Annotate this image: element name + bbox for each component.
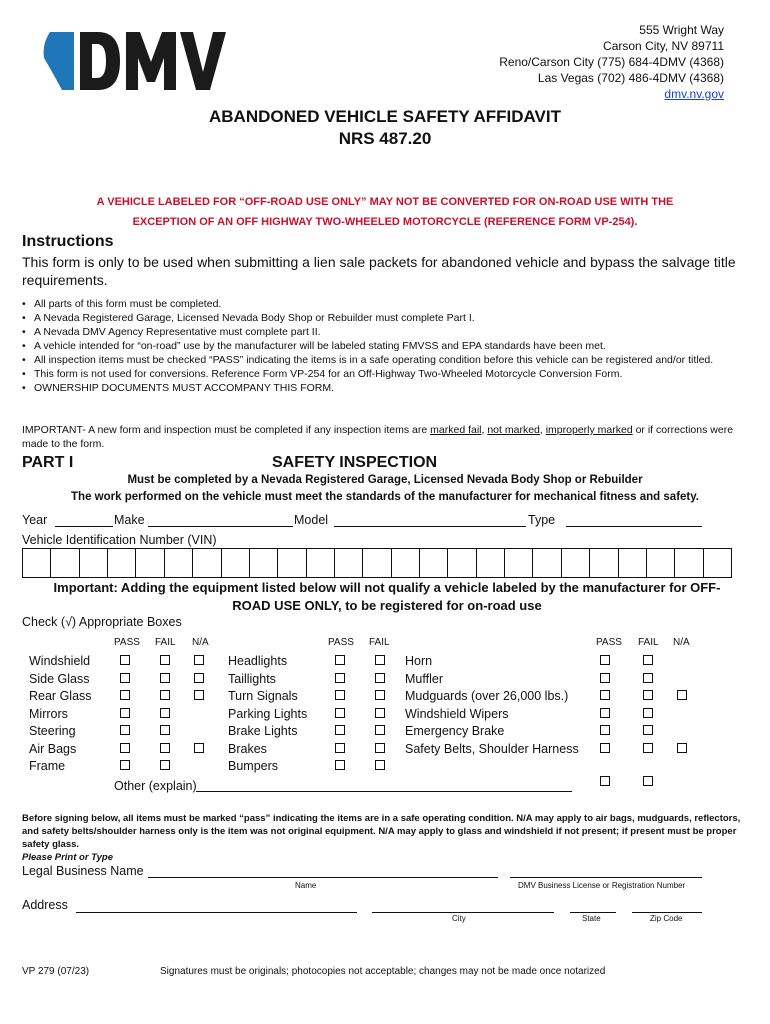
list-item: • All parts of this form must be completed. <box>22 297 752 311</box>
vin-char-box[interactable] <box>250 549 278 577</box>
fail-checkbox[interactable] <box>375 743 385 753</box>
pass-checkbox[interactable] <box>600 690 610 700</box>
address-line: Las Vegas (702) 486-4DMV (4368) <box>537 71 724 85</box>
list-item: • A vehicle intended for “on-road” use by the manufacturer will be labeled stating FMVSS and EPA standards have been met. <box>22 339 752 353</box>
other-explain-label: Other (explain) <box>114 779 197 793</box>
column-header-pass: PASS <box>328 637 354 648</box>
inspection-item-taillights: Taillights <box>228 671 276 686</box>
na-checkbox[interactable] <box>194 673 204 683</box>
important-separator: , <box>481 424 488 436</box>
type-label: Type <box>528 513 556 527</box>
pass-checkbox[interactable] <box>335 690 345 700</box>
print-or-type-label: Please Print or Type <box>22 852 113 863</box>
equipment-notice-line1: Important: Adding the equipment listed below will not qualify a vehicle labeled by the manufacturer for OFF- <box>53 580 721 595</box>
fail-checkbox[interactable] <box>160 673 170 683</box>
equipment-notice-line2: ROAD USE ONLY, to be registered for on-road use <box>232 598 542 613</box>
pass-checkbox[interactable] <box>120 725 130 735</box>
pass-checkbox[interactable] <box>600 725 610 735</box>
fail-checkbox[interactable] <box>375 673 385 683</box>
column-header-pass: PASS <box>114 637 140 648</box>
fail-checkbox[interactable] <box>375 725 385 735</box>
important-text: IMPORTANT- A new form and inspection must be completed if any inspection items are <box>22 424 431 436</box>
pass-checkbox[interactable] <box>335 760 345 770</box>
pass-checkbox[interactable] <box>120 743 130 753</box>
other-fail-checkbox[interactable] <box>643 776 653 786</box>
pass-checkbox[interactable] <box>600 708 610 718</box>
vin-char-box[interactable] <box>108 549 136 577</box>
address-line: Reno/Carson City (775) 684-4DMV (4368) <box>499 55 724 69</box>
inspection-item-air-bags: Air Bags <box>29 741 77 756</box>
instructions-list <box>22 297 752 395</box>
inspection-item-horn: Horn <box>405 654 433 668</box>
offroad-warning-line1: A VEHICLE LABELED FOR “OFF-ROAD USE ONLY” MAY NOT BE CONVERTED FOR ON-ROAD USE WITH THE <box>96 196 674 208</box>
fail-checkbox[interactable] <box>643 655 653 665</box>
fail-checkbox[interactable] <box>375 690 385 700</box>
vin-char-box[interactable] <box>675 549 703 577</box>
vin-char-box[interactable] <box>562 549 590 577</box>
fail-checkbox[interactable] <box>160 690 170 700</box>
inspection-item-mudguards: Mudguards (over 26,000 lbs.) <box>405 689 569 703</box>
inspection-item-brakes: Brakes <box>228 741 267 756</box>
year-label: Year <box>22 513 48 527</box>
column-header-na: N/A <box>192 637 209 648</box>
inspection-item-headlights: Headlights <box>228 654 288 668</box>
part-one-label: PART I <box>22 454 74 471</box>
vin-char-box[interactable] <box>704 549 731 577</box>
form-number: VP 279 (07/23) <box>22 966 90 977</box>
model-field[interactable] <box>334 513 526 527</box>
state-caption: State <box>582 914 601 923</box>
equipment-important-notice <box>22 579 752 615</box>
vin-char-box[interactable] <box>647 549 675 577</box>
inspection-item-windshield: Windshield <box>29 654 91 668</box>
website-link[interactable]: dmv.nv.gov <box>664 87 724 101</box>
zip-code-field[interactable] <box>632 899 702 913</box>
pass-checkbox[interactable] <box>335 673 345 683</box>
fail-checkbox[interactable] <box>375 760 385 770</box>
inspection-item-bumpers: Bumpers <box>228 759 279 773</box>
list-item: • A Nevada Registered Garage, Licensed Nevada Body Shop or Rebuilder must complete Part I. <box>22 311 752 325</box>
vin-input-boxes[interactable] <box>22 548 732 578</box>
dmv-logo <box>40 28 230 94</box>
vin-char-box[interactable] <box>193 549 221 577</box>
form-title: ABANDONED VEHICLE SAFETY AFFIDAVIT <box>209 107 561 126</box>
pass-checkbox[interactable] <box>120 690 130 700</box>
legal-business-name-field[interactable] <box>148 864 498 878</box>
vin-char-box[interactable] <box>136 549 164 577</box>
form-statute: NRS 487.20 <box>338 129 432 148</box>
check-boxes-label: Check (√) Appropriate Boxes <box>22 615 182 629</box>
part-one-requirement: Must be completed by a Nevada Registered Garage, Licensed Nevada Body Shop or Rebuilder <box>127 474 643 486</box>
column-header-fail: FAIL <box>155 637 176 648</box>
legal-business-name-label: Legal Business Name <box>22 864 144 878</box>
na-checkbox[interactable] <box>194 655 204 665</box>
inspection-item-safety-belts: Safety Belts, Shoulder Harness <box>405 741 579 756</box>
zip-code-caption: Zip Code <box>650 914 683 923</box>
model-label: Model <box>294 513 329 527</box>
inspection-item-rear-glass: Rear Glass <box>29 689 92 703</box>
vin-char-box[interactable] <box>420 549 448 577</box>
fail-checkbox[interactable] <box>375 708 385 718</box>
na-checkbox[interactable] <box>194 690 204 700</box>
na-checkbox[interactable] <box>194 743 204 753</box>
vin-char-box[interactable] <box>80 549 108 577</box>
list-item: • OWNERSHIP DOCUMENTS MUST ACCOMPANY THIS FORM. <box>22 381 752 395</box>
inspection-item-steering: Steering <box>29 724 76 738</box>
pass-checkbox[interactable] <box>335 708 345 718</box>
vin-char-box[interactable] <box>222 549 250 577</box>
important-notice <box>22 423 752 451</box>
city-field[interactable] <box>372 899 554 913</box>
inspection-item-mirrors: Mirrors <box>29 706 68 721</box>
make-field[interactable] <box>148 513 293 527</box>
vin-char-box[interactable] <box>165 549 193 577</box>
signing-note-text: Before signing below, all items must be marked “pass” indicating the items are in a safe operating condition. N/A may apply to air bags, mudguards, reflectors, and safety belts/shoulder harness only is the item was not original equipment. N/A may apply to glass and windshield if not present; if present must be proper safety glass. <box>22 813 741 850</box>
vin-char-box[interactable] <box>363 549 391 577</box>
inspection-item-frame: Frame <box>29 759 66 773</box>
address-line: 555 Wright Way <box>639 23 724 37</box>
business-license-field[interactable] <box>510 864 702 878</box>
important-text-end: or if corrections were made to the form. <box>22 424 734 450</box>
fail-checkbox[interactable] <box>160 760 170 770</box>
fail-checkbox[interactable] <box>643 725 653 735</box>
vin-char-box[interactable] <box>590 549 618 577</box>
other-explain-field[interactable] <box>196 778 572 792</box>
inspection-item-side-glass: Side Glass <box>29 671 90 686</box>
fail-checkbox[interactable] <box>643 690 653 700</box>
fail-checkbox[interactable] <box>643 708 653 718</box>
inspection-item-brake-lights: Brake Lights <box>228 724 298 738</box>
pass-checkbox[interactable] <box>335 725 345 735</box>
inspection-item-turn-signals: Turn Signals <box>228 689 298 703</box>
pass-checkbox[interactable] <box>600 743 610 753</box>
vin-char-box[interactable] <box>335 549 363 577</box>
column-header-pass: PASS <box>596 637 622 648</box>
important-marked-fail: marked fail <box>430 424 482 436</box>
part-one-standards: The work performed on the vehicle must meet the standards of the manufacturer for mechanical fitness and safety. <box>71 491 699 503</box>
vin-char-box[interactable] <box>23 549 51 577</box>
vin-label: Vehicle Identification Number (VIN) <box>22 533 217 547</box>
pass-checkbox[interactable] <box>600 673 610 683</box>
pass-checkbox[interactable] <box>335 743 345 753</box>
part-one-title: SAFETY INSPECTION <box>272 454 438 471</box>
state-field[interactable] <box>570 899 616 913</box>
street-address-field[interactable] <box>76 899 357 913</box>
vin-char-box[interactable] <box>477 549 505 577</box>
column-header-na: N/A <box>673 637 690 648</box>
important-separator: , <box>539 424 546 436</box>
fail-checkbox[interactable] <box>643 743 653 753</box>
na-checkbox[interactable] <box>677 690 687 700</box>
pass-checkbox[interactable] <box>120 760 130 770</box>
pass-checkbox[interactable] <box>120 708 130 718</box>
list-item: • A Nevada DMV Agency Representative must complete part II. <box>22 325 752 339</box>
vin-char-box[interactable] <box>533 549 561 577</box>
fail-checkbox[interactable] <box>160 743 170 753</box>
inspection-item-parking-lights: Parking Lights <box>228 706 308 721</box>
pass-checkbox[interactable] <box>600 655 610 665</box>
important-improperly-marked: improperly marked <box>545 424 633 436</box>
instructions-intro: This form is only to be used when submitting a lien sale packets for abandoned vehicle and bypass the salvage title requirements. <box>22 254 736 288</box>
column-header-fail: FAIL <box>369 637 390 648</box>
fail-checkbox[interactable] <box>160 708 170 718</box>
fail-checkbox[interactable] <box>375 655 385 665</box>
list-item: • All inspection items must be checked “PASS” indicating the items is in a safe operating condition before this vehicle can be registered and/or titled. <box>22 353 752 367</box>
address-label: Address <box>22 898 68 912</box>
vin-char-box[interactable] <box>505 549 533 577</box>
city-caption: City <box>452 914 466 923</box>
inspection-item-emergency-brake: Emergency Brake <box>405 724 505 738</box>
fail-checkbox[interactable] <box>643 673 653 683</box>
signing-note <box>22 812 752 864</box>
type-field[interactable] <box>566 513 702 527</box>
dmv-address-block <box>499 22 724 102</box>
vin-char-box[interactable] <box>448 549 476 577</box>
inspection-item-muffler: Muffler <box>405 671 443 686</box>
address-line: Carson City, NV 89711 <box>603 39 724 53</box>
pass-checkbox[interactable] <box>120 673 130 683</box>
pass-checkbox[interactable] <box>335 655 345 665</box>
instructions-heading: Instructions <box>22 233 114 250</box>
name-caption: Name <box>295 881 317 890</box>
inspection-item-windshield-wipers: Windshield Wipers <box>405 706 509 721</box>
other-pass-checkbox[interactable] <box>600 776 610 786</box>
signature-note: Signatures must be originals; photocopies not acceptable; changes may not be made once notarized <box>160 966 606 977</box>
vin-char-box[interactable] <box>619 549 647 577</box>
column-header-fail: FAIL <box>638 637 659 648</box>
offroad-warning-line2: EXCEPTION OF AN OFF HIGHWAY TWO-WHEELED MOTORCYCLE (REFERENCE FORM VP-254). <box>132 216 638 228</box>
fail-checkbox[interactable] <box>160 655 170 665</box>
list-item: • This form is not used for conversions. Reference Form VP-254 for an Off-Highway Two-Wheeled Motorcycle Conversion Form. <box>22 367 752 381</box>
vin-char-box[interactable] <box>392 549 420 577</box>
vin-char-box[interactable] <box>51 549 79 577</box>
year-field[interactable] <box>55 513 113 527</box>
fail-checkbox[interactable] <box>160 725 170 735</box>
license-caption: DMV Business License or Registration Number <box>518 881 686 890</box>
important-not-marked: not marked <box>487 424 540 436</box>
na-checkbox[interactable] <box>677 743 687 753</box>
vin-char-box[interactable] <box>278 549 306 577</box>
make-label: Make <box>114 513 145 527</box>
pass-checkbox[interactable] <box>120 655 130 665</box>
vin-char-box[interactable] <box>307 549 335 577</box>
